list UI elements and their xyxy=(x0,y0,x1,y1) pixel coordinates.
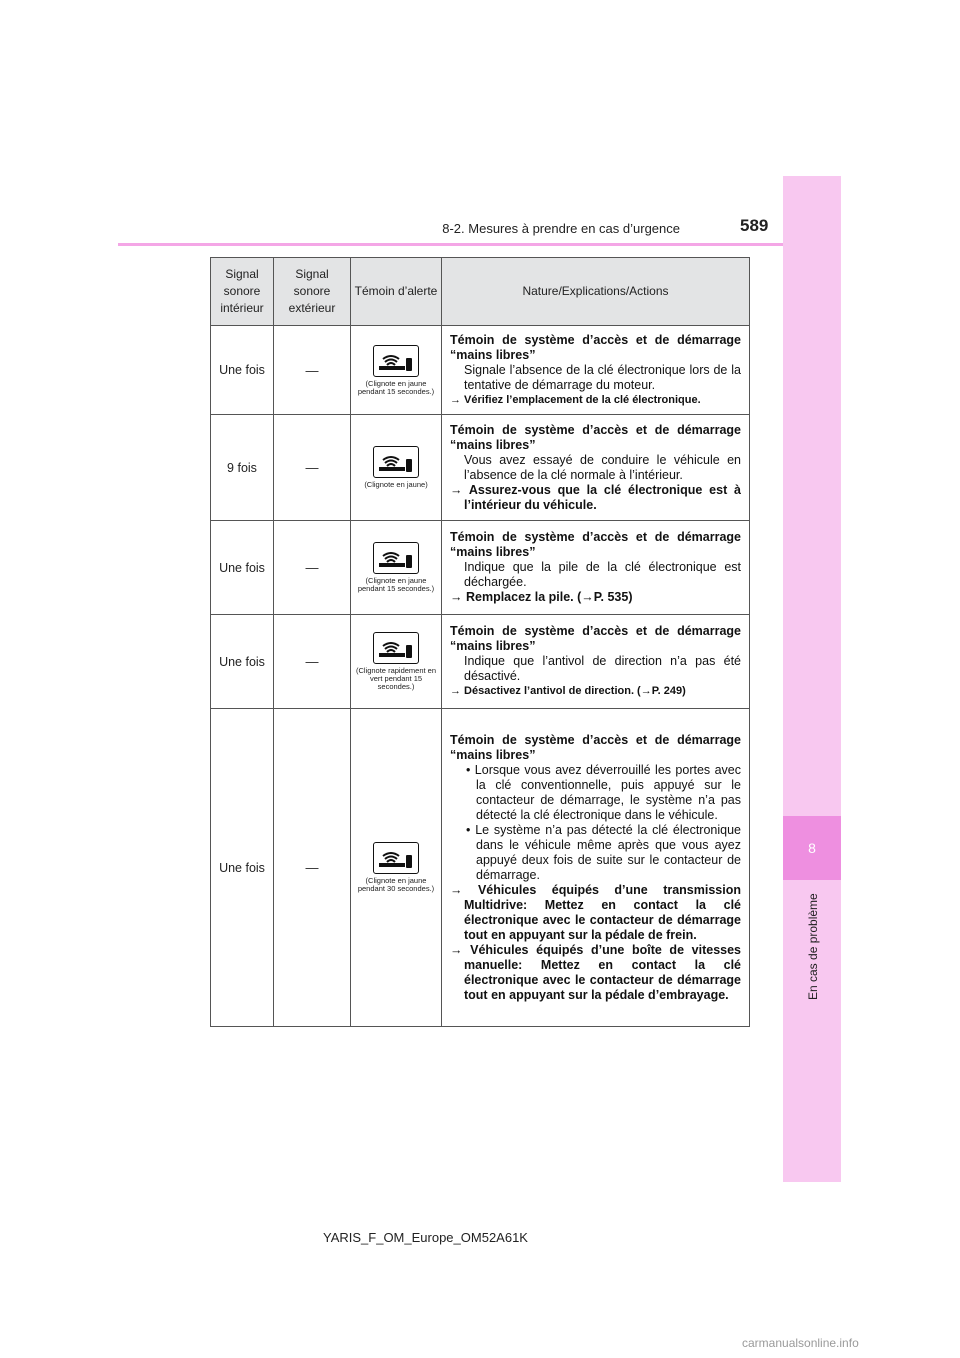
document-id: YARIS_F_OM_Europe_OM52A61K xyxy=(323,1230,528,1245)
interior-buzzer-cell: Une fois xyxy=(211,615,274,709)
exterior-buzzer-cell: — xyxy=(274,415,351,521)
description-action: → Vérifiez l’emplacement de la clé électronique. xyxy=(450,393,701,406)
description-title: Témoin de système d’accès et de démarrage “mains libres” xyxy=(450,624,741,653)
watermark: carmanualsonline.info xyxy=(742,1336,859,1350)
smart-key-warning-icon xyxy=(373,842,419,874)
description-title: Témoin de système d’accès et de démarrage “mains libres” xyxy=(450,332,741,362)
warning-light-cell xyxy=(351,415,442,521)
indicator-caption: (Clignote en jaune pendant 15 secondes.) xyxy=(357,378,435,396)
table-row xyxy=(211,521,750,615)
description-action: → Véhicules équipés d’une boîte de vitesses manuelle: Mettez en contact la clé électronique avec le contacteur de démarrage tout en appuyant sur la pédale d’embrayage. xyxy=(450,942,741,1002)
header-exterior-buzzer: Signal sonore extérieur xyxy=(274,258,351,326)
interior-buzzer-cell: Une fois xyxy=(211,521,274,615)
header-interior-buzzer: Signal sonore intérieur xyxy=(211,258,274,326)
smart-key-warning-icon xyxy=(373,345,419,377)
warning-light-cell xyxy=(351,615,442,709)
description-cell xyxy=(442,415,750,521)
description-bullet: • Le système n’a pas détecté la clé électronique dans le véhicule même après que vous ayez appuyé deux fois de suite sur le contacteur de démarrage. xyxy=(466,822,741,882)
description-body: Indique que l’antivol de direction n’a pas été désactivé. xyxy=(464,654,741,683)
header-rule xyxy=(118,243,783,246)
description-cell xyxy=(442,615,750,709)
table-row xyxy=(211,326,750,415)
exterior-buzzer-cell: — xyxy=(274,709,351,1027)
exterior-buzzer-cell: — xyxy=(274,521,351,615)
indicator-caption: (Clignote en jaune pendant 30 secondes.) xyxy=(357,876,435,893)
description-cell xyxy=(442,326,750,415)
section-title: 8-2. Mesures à prendre en cas d’urgence xyxy=(442,221,680,236)
indicator-caption: (Clignote rapidement en vert pendant 15 secondes.) xyxy=(355,666,437,691)
warning-light-cell xyxy=(351,326,442,415)
description-body: Signale l’absence de la clé électronique lors de la tentative de démarrage du moteur. xyxy=(464,362,741,392)
description-title: Témoin de système d’accès et de démarrage “mains libres” xyxy=(450,422,741,452)
indicator-caption: (Clignote en jaune) xyxy=(364,480,428,489)
table-row xyxy=(211,709,750,1027)
description-action: → Désactivez l’antivol de direction. (→P. 249) xyxy=(450,685,686,697)
description-title: Témoin de système d’accès et de démarrage “mains libres” xyxy=(450,530,741,559)
interior-buzzer-cell: Une fois xyxy=(211,709,274,1027)
description-action: → Remplacez la pile. (→P. 535) xyxy=(450,590,633,604)
description-title: Témoin de système d’accès et de démarrage “mains libres” xyxy=(450,732,741,762)
interior-buzzer-cell: 9 fois xyxy=(211,415,274,521)
header-warning-light: Témoin d’alerte xyxy=(351,258,442,326)
exterior-buzzer-cell: — xyxy=(274,615,351,709)
description-cell xyxy=(442,521,750,615)
header-nature: Nature/Explications/Actions xyxy=(442,258,750,326)
smart-key-warning-icon xyxy=(373,542,419,574)
indicator-caption: (Clignote en jaune pendant 15 secondes.) xyxy=(357,576,435,593)
page-number: 589 xyxy=(740,216,769,235)
warning-table xyxy=(210,257,750,1027)
description-bullet: • Lorsque vous avez déverrouillé les portes avec la clé conventionnelle, puis appuyé sur le contacteur de démarrage, le système n’a pas détecté la clé électronique dans le véhicule. xyxy=(466,762,741,822)
smart-key-warning-icon xyxy=(373,446,419,478)
description-action: → Assurez-vous que la clé électronique est à l’intérieur du véhicule. xyxy=(450,482,741,512)
description-body: Vous avez essayé de conduire le véhicule en l’absence de la clé normale à l’intérieur. xyxy=(464,452,741,482)
description-action: → Véhicules équipés d’une transmission Multidrive: Mettez en contact la clé électronique avec le contacteur de démarrage tout en appuyant sur la pédale de frein. xyxy=(450,882,741,942)
chapter-title: En cas de problème xyxy=(806,893,820,1000)
chapter-side-tab xyxy=(783,176,841,1182)
warning-light-cell xyxy=(351,521,442,615)
exterior-buzzer-cell: — xyxy=(274,326,351,415)
chapter-number: 8 xyxy=(808,840,816,856)
interior-buzzer-cell: Une fois xyxy=(211,326,274,415)
table-row xyxy=(211,415,750,521)
description-body: Indique que la pile de la clé électronique est déchargée. xyxy=(464,560,741,589)
smart-key-warning-icon xyxy=(373,632,419,664)
description-cell xyxy=(442,709,750,1027)
table-row xyxy=(211,615,750,709)
table-header-row xyxy=(211,258,750,326)
warning-light-cell xyxy=(351,709,442,1027)
